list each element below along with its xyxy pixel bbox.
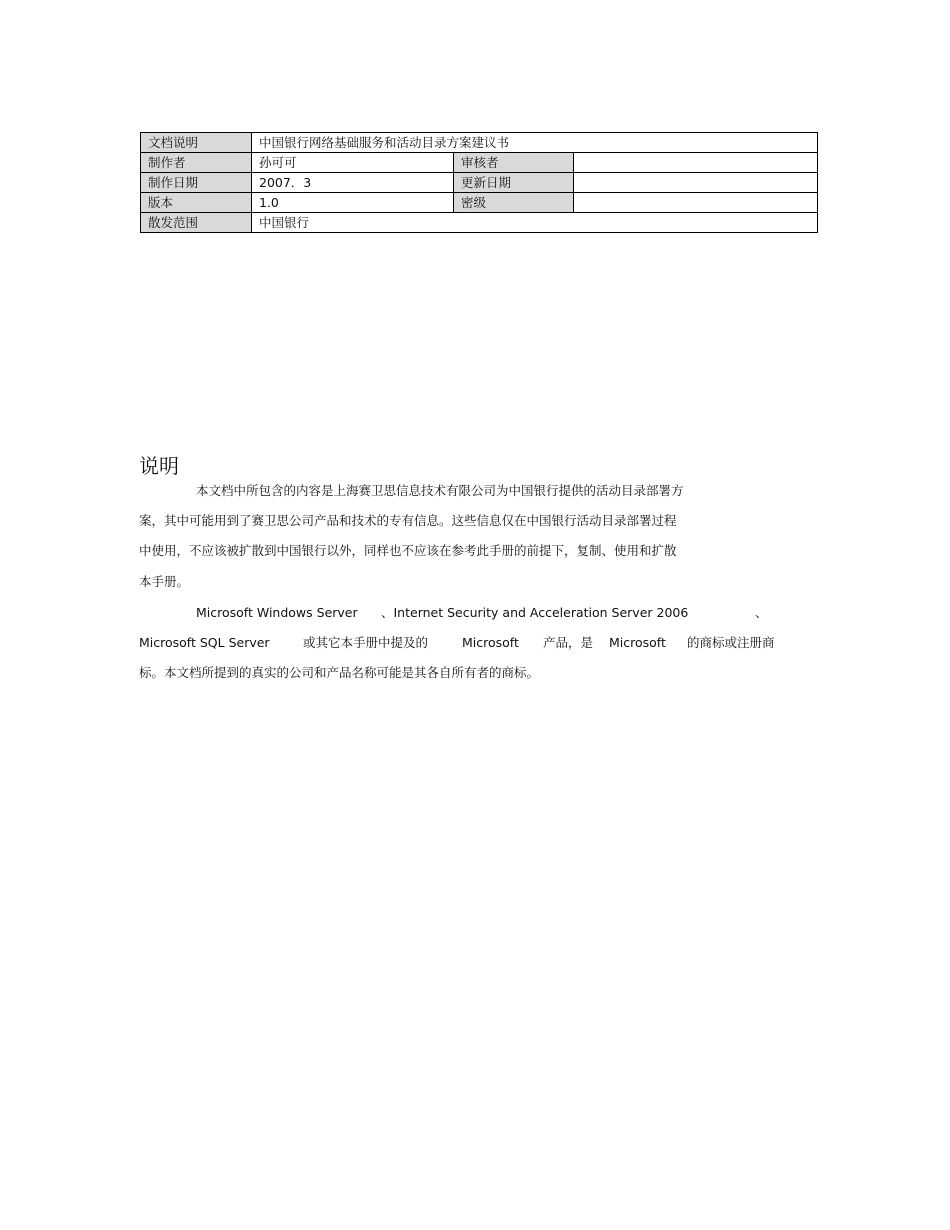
updated-date-label: 更新日期 (454, 173, 574, 193)
doc-description-label: 文档说明 (141, 133, 252, 153)
notice-paragraph-1-line: 本手册。 (139, 574, 190, 589)
trademark-text: Microsoft (609, 635, 666, 650)
secrecy-label: 密级 (454, 193, 574, 213)
notice-paragraph-1-line: 中使用，不应该被扩散到中国银行以外，同样也不应该在参考此手册的前提下，复制、使用和扩散 (139, 543, 677, 558)
document-info-table (140, 132, 818, 233)
trademark-text: 产品，是 (543, 635, 594, 650)
notice-paragraph-1-line: 本文档中所包含的内容是上海赛卫思信息技术有限公司为中国银行提供的活动目录部署方 (196, 483, 684, 498)
author-value: 孙可可 (252, 153, 454, 173)
reviewer-value (574, 153, 818, 173)
secrecy-value (574, 193, 818, 213)
trademark-text: Microsoft SQL Server (139, 635, 270, 650)
trademark-text: Microsoft Windows Server (196, 605, 358, 620)
doc-description-value: 中国银行网络基础服务和活动目录方案建议书 (252, 133, 818, 153)
table-row (141, 153, 818, 173)
table-row (141, 173, 818, 193)
version-label: 版本 (141, 193, 252, 213)
distribution-label: 散发范围 (141, 213, 252, 233)
created-date-label: 制作日期 (141, 173, 252, 193)
reviewer-label: 审核者 (454, 153, 574, 173)
trademark-text: 标。本文档所提到的真实的公司和产品名称可能是其各自所有者的商标。 (139, 665, 540, 680)
trademark-text: 、 (755, 605, 768, 620)
trademark-text: 或其它本手册中提及的 (303, 635, 429, 650)
notice-heading: 说明 (139, 454, 179, 478)
notice-paragraph-1-line: 案，其中可能用到了赛卫思公司产品和技术的专有信息。这些信息仅在中国银行活动目录部署过程 (139, 513, 677, 528)
table-row (141, 133, 818, 153)
updated-date-value (574, 173, 818, 193)
author-label: 制作者 (141, 153, 252, 173)
version-value: 1.0 (252, 193, 454, 213)
table-row (141, 193, 818, 213)
table-row (141, 213, 818, 233)
trademark-text: 、Internet Security and Acceleration Server 2006 (381, 605, 689, 620)
trademark-text: Microsoft (462, 635, 519, 650)
created-date-value: 2007．3 (252, 173, 454, 193)
trademark-text: 的商标或注册商 (687, 635, 775, 650)
distribution-value: 中国银行 (252, 213, 818, 233)
